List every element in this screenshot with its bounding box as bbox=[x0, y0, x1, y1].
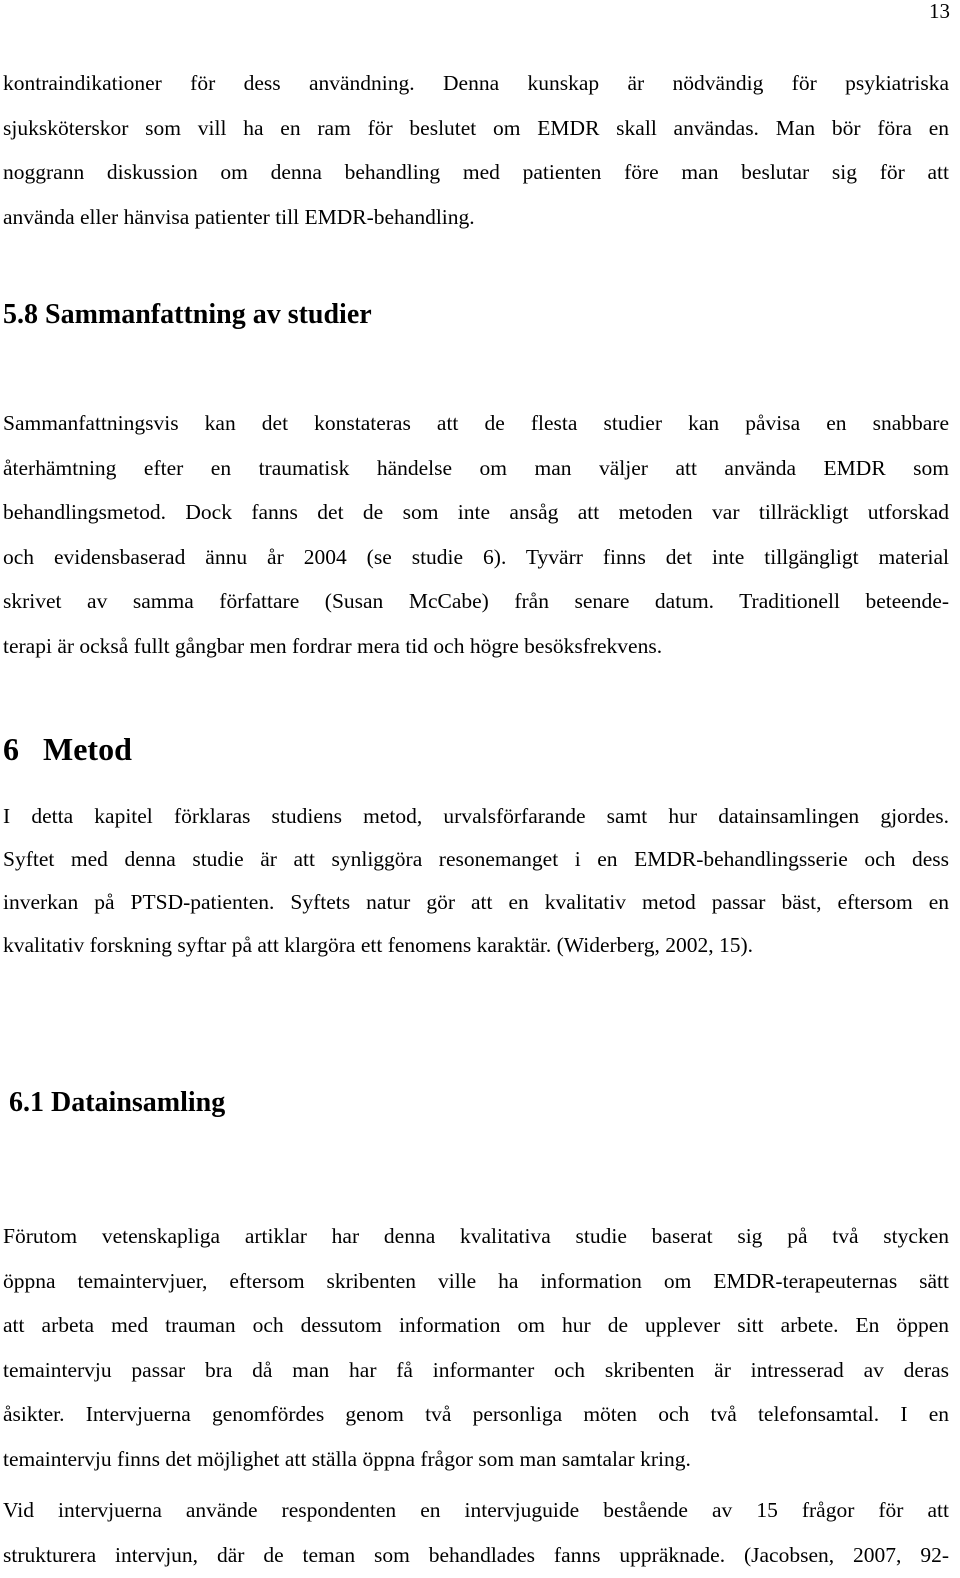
text-line: terapi är också fullt gångbar men fordrar mera tid och högre besöksfrekvens. bbox=[3, 633, 663, 658]
text-line: åsikter. Intervjuerna genomfördes genom två personliga möten och två telefonsamtal. I en bbox=[3, 1402, 949, 1426]
text-line: öppna temaintervjuer, eftersom skribenten ville ha information om EMDR-terapeuternas sätt bbox=[3, 1268, 949, 1293]
text-line: kvalitativ forskning syftar på att klargöra ett fenomens karaktär. (Widerberg, 2002, 15). bbox=[3, 933, 754, 957]
text-line: kontraindikationer för dess användning. Denna kunskap är nödvändig för psykiatriska bbox=[3, 71, 949, 95]
section-heading-6-1: 6.1 Datainsamling bbox=[9, 1087, 226, 1118]
paragraph-summary bbox=[3, 401, 949, 668]
text-line: inverkan på PTSD-patienten. Syftets natur gör att en kvalitativ metod passar bäst, eftersom en bbox=[3, 890, 949, 914]
text-line: och evidensbaserad ännu år 2004 (se studie 6). Tyvärr finns det inte tillgängligt material bbox=[3, 544, 949, 569]
text-line: noggrann diskussion om denna behandling med patienten före man beslutar sig för att bbox=[3, 160, 949, 184]
text-line: I detta kapitel förklaras studiens metod, urvalsförfarande samt hur datainsamlingen gjordes. bbox=[3, 804, 949, 828]
text-line: Sammanfattningsvis kan det konstateras att de flesta studier kan påvisa en snabbare bbox=[3, 411, 949, 435]
text-line: Vid intervjuerna använde respondenten en intervjuguide bestående av 15 frågor för att bbox=[3, 1498, 949, 1522]
text-line: temaintervju passar bra då man har få informanter och skribenten är intresserad av deras bbox=[3, 1357, 949, 1382]
text-line: Förutom vetenskapliga artiklar har denna kvalitativa studie baserat sig på två stycken bbox=[3, 1224, 949, 1248]
text-line: återhämtning efter en traumatisk händelse om man väljer att använda EMDR som bbox=[3, 455, 949, 480]
text-line: temaintervju finns det möjlighet att ställa öppna frågor som man samtalar kring. bbox=[3, 1446, 691, 1471]
section-heading-5-8: 5.8 Sammanfattning av studier bbox=[3, 299, 372, 330]
text-line: skrivet av samma författare (Susan McCabe) från senare datum. Traditionell beteende- bbox=[3, 589, 949, 613]
paragraph-contraindications bbox=[3, 61, 949, 239]
text-line: behandlingsmetod. Dock fanns det de som inte ansåg att metoden var tillräckligt utforskad bbox=[3, 500, 949, 524]
paragraph-interview-guide bbox=[3, 1488, 949, 1577]
text-line: strukturera intervjun, där de teman som behandlades fanns uppräknade. (Jacobsen, 2007, 92- bbox=[3, 1542, 949, 1567]
chapter-heading-6: 6 Metod bbox=[3, 731, 132, 767]
paragraph-data-collection bbox=[3, 1214, 949, 1481]
paragraph-method-intro bbox=[3, 795, 949, 967]
text-line: använda eller hänvisa patienter till EMDR-behandling. bbox=[3, 204, 475, 229]
text-line: att arbeta med trauman och dessutom information om hur de upplever sitt arbete. En öppen bbox=[3, 1313, 949, 1337]
page-number: 13 bbox=[929, 0, 950, 23]
text-line: sjuksköterskor som vill ha en ram för beslutet om EMDR skall användas. Man bör föra en bbox=[3, 115, 949, 140]
text-line: Syftet med denna studie är att synliggöra resonemanget i en EMDR-behandlingsserie och dess bbox=[3, 847, 949, 871]
